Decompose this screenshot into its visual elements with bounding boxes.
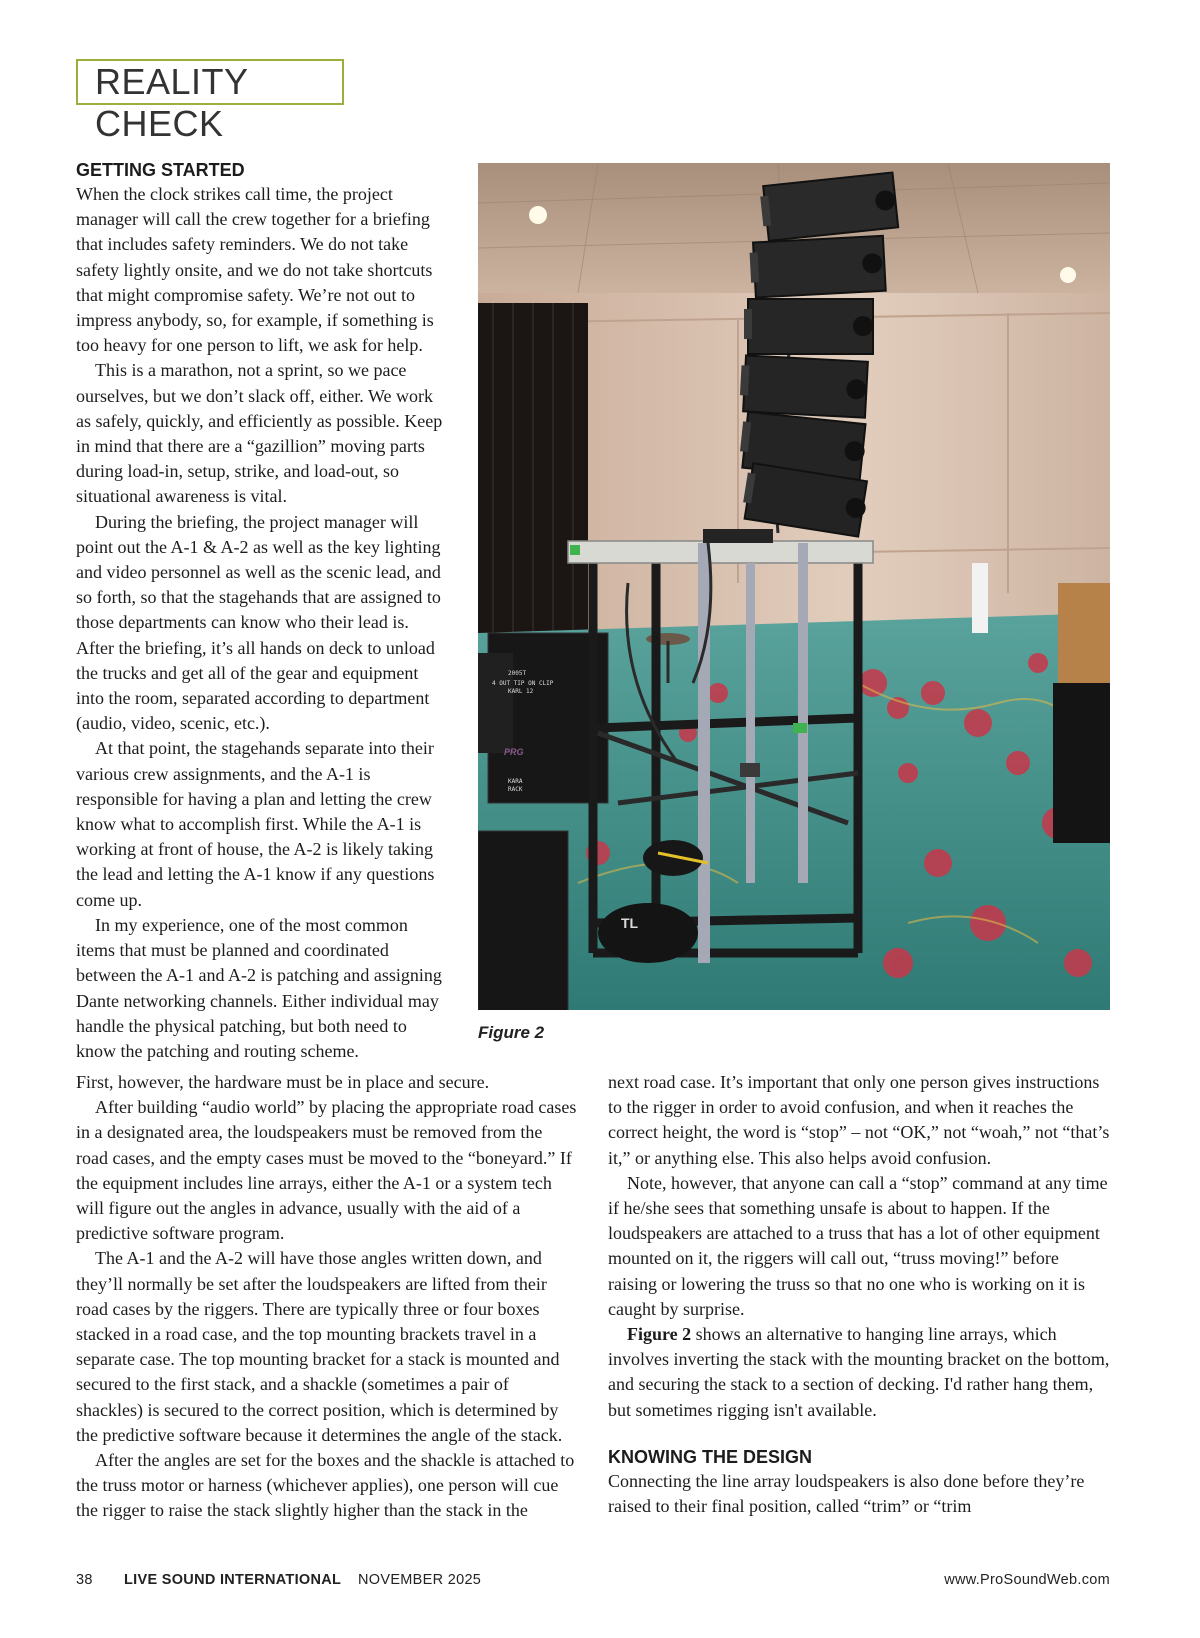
- right-column-bottom: [608, 1070, 1110, 1519]
- paragraph: Connecting the line array loudspeakers is also done before they’re raised to their final position, called “trim” or “trim: [608, 1470, 1085, 1517]
- figure-caption: Figure 2: [478, 1023, 545, 1042]
- paragraph: This is a marathon, not a sprint, so we pace ourselves, but we don’t slack off, either. We work as safely, quickly, and efficiently as possible. Keep in mind that there are a “gazillion” moving parts during load-in, setup, strike, and load-out, so situational awareness is vital.: [76, 360, 443, 507]
- svg-text:TL: TL: [621, 915, 639, 931]
- website-url: www.ProSoundWeb.com: [944, 1572, 1110, 1588]
- svg-text:PRG: PRG: [504, 747, 524, 757]
- paragraph: After the angles are set for the boxes and the shackle is attached to the truss motor or harness (whichever applies), one person will cue the rigger to raise the stack slightly higher than the stack in the: [76, 1450, 575, 1521]
- issue-date: NOVEMBER 2025: [358, 1572, 482, 1588]
- svg-text:2005T: 2005T: [508, 670, 527, 677]
- paragraph-figure-ref: [608, 1322, 1110, 1423]
- page-number: 38: [76, 1572, 93, 1588]
- paragraph: The A-1 and the A-2 will have those angles written down, and they’ll normally be set after the loudspeakers are lifted from their road cases by the riggers. There are typically three or four boxes stacked in a road case, and the top mounting brackets travel in a separate case. The top mounting bracket for a stack is mounted and secured to the first stack, and a shackle (sometimes a pair of shackles) is secured to the correct position, which is determined by the predictive software because it determines the angle of the stack.: [76, 1248, 563, 1445]
- heading-getting-started: GETTING STARTED: [76, 160, 245, 180]
- left-column-top: [76, 158, 448, 1064]
- paragraph: During the briefing, the project manager will point out the A-1 & A-2 as well as the key lighting and video personnel as well as the scenic lead, and so forth, so that the stagehands that are assigned to those departments can know who their lead is. After the briefing, it’s all hands on deck to unload the trucks and get all of the gear and equipment into the room, separated according to department (audio, video, scenic, etc.).: [76, 511, 441, 734]
- paragraph: At that point, the stagehands separate into their various crew assignments, and the A-1 is responsible for having a plan and letting the crew know what to accomplish first. While the A-1 is working at front of house, the A-2 is likely taking the lead and letting the A-1 know if any questions come up.: [76, 738, 435, 910]
- magazine-name: LIVE SOUND INTERNATIONAL: [124, 1572, 342, 1588]
- left-column-bottom: [76, 1070, 578, 1524]
- section-tag: REALITY CHECK: [76, 59, 344, 105]
- svg-text:4 OUT TIP ON CLIP: 4 OUT TIP ON CLIP: [492, 680, 554, 687]
- paragraph: When the clock strikes call time, the project manager will call the crew together for a briefing that includes safety reminders. We do not take safety lightly onsite, and we do not take shortcuts that might compromise safety. We’re not out to impress anybody, so, for example, if something is too heavy for one person to lift, we ask for help.: [76, 184, 434, 356]
- line-array-photo: [478, 163, 1110, 1010]
- paragraph: After building “audio world” by placing the appropriate road cases in a designated area, the loudspeakers must be removed from the road cases, and the empty cases must be moved to the “boneyard.” If the equipment includes line arrays, either the A-1 or a system tech will figure out the angles in advance, usually with the aid of a predictive software program.: [76, 1097, 577, 1244]
- paragraph: In my experience, one of the most common items that must be planned and coordinated between the A-1 and A-2 is patching and assigning Dante networking channels. Either individual may handle the physical patching, but both need to know the patching and routing scheme.: [76, 914, 442, 1061]
- svg-text:KARL 12: KARL 12: [508, 688, 534, 695]
- figure-reference-text: shows an alternative to hanging line arrays, which involves inverting the stack with the mounting bracket on the bottom, and securing the stack to a section of decking. I'd rather hang them, but sometimes rigging isn't available.: [608, 1324, 1110, 1420]
- svg-text:KARA: KARA: [508, 778, 523, 785]
- figure-2-photo: [478, 163, 1110, 1010]
- paragraph: next road case. It’s important that only one person gives instructions to the rigger in order to avoid confusion, and when it reaches the correct height, the word is “stop” – not “OK,” not “woah,” not “that’s it,” or anything else. This also helps avoid confusion.: [608, 1072, 1110, 1168]
- paragraph: First, however, the hardware must be in place and secure.: [76, 1072, 490, 1092]
- heading-knowing-the-design: KNOWING THE DESIGN: [608, 1446, 813, 1467]
- paragraph: Note, however, that anyone can call a “stop” command at any time if he/she sees that something unsafe is about to happen. If the loudspeakers are attached to a truss that has a lot of other equipment mounted on it, the riggers will call out, “truss moving!” before raising or lowering the truss so that no one who is working on it is caught by surprise.: [608, 1172, 1108, 1319]
- figure-reference: Figure 2: [627, 1324, 692, 1345]
- svg-text:RACK: RACK: [508, 786, 523, 793]
